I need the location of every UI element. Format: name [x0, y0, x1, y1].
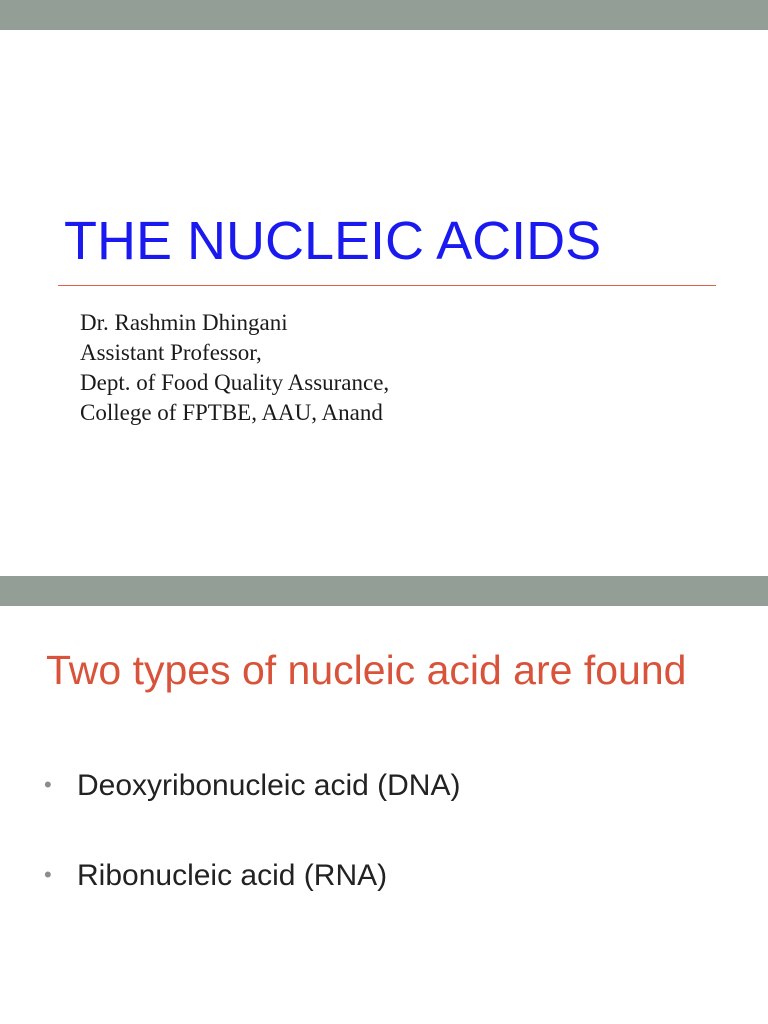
slide-header-bar [0, 0, 768, 30]
bullet-marker: • [44, 772, 52, 797]
author-institution: College of FPTBE, AAU, Anand [80, 400, 383, 425]
bullet-marker: • [44, 862, 52, 887]
author-department: Dept. of Food Quality Assurance, [80, 370, 390, 395]
bullet-text-dna: Deoxyribonucleic acid (DNA) [77, 769, 461, 802]
bullet-text-rna: Ribonucleic acid (RNA) [77, 859, 388, 892]
slide-header-bar [0, 576, 768, 606]
content-slide [0, 576, 768, 1024]
title-underline-rule [58, 285, 716, 286]
slide-heading: Two types of nucleic acid are found [46, 647, 687, 693]
author-name: Dr. Rashmin Dhingani [80, 310, 288, 335]
author-details [80, 308, 389, 428]
slide-title: THE NUCLEIC ACIDS [64, 211, 602, 271]
author-position: Assistant Professor, [80, 340, 262, 365]
